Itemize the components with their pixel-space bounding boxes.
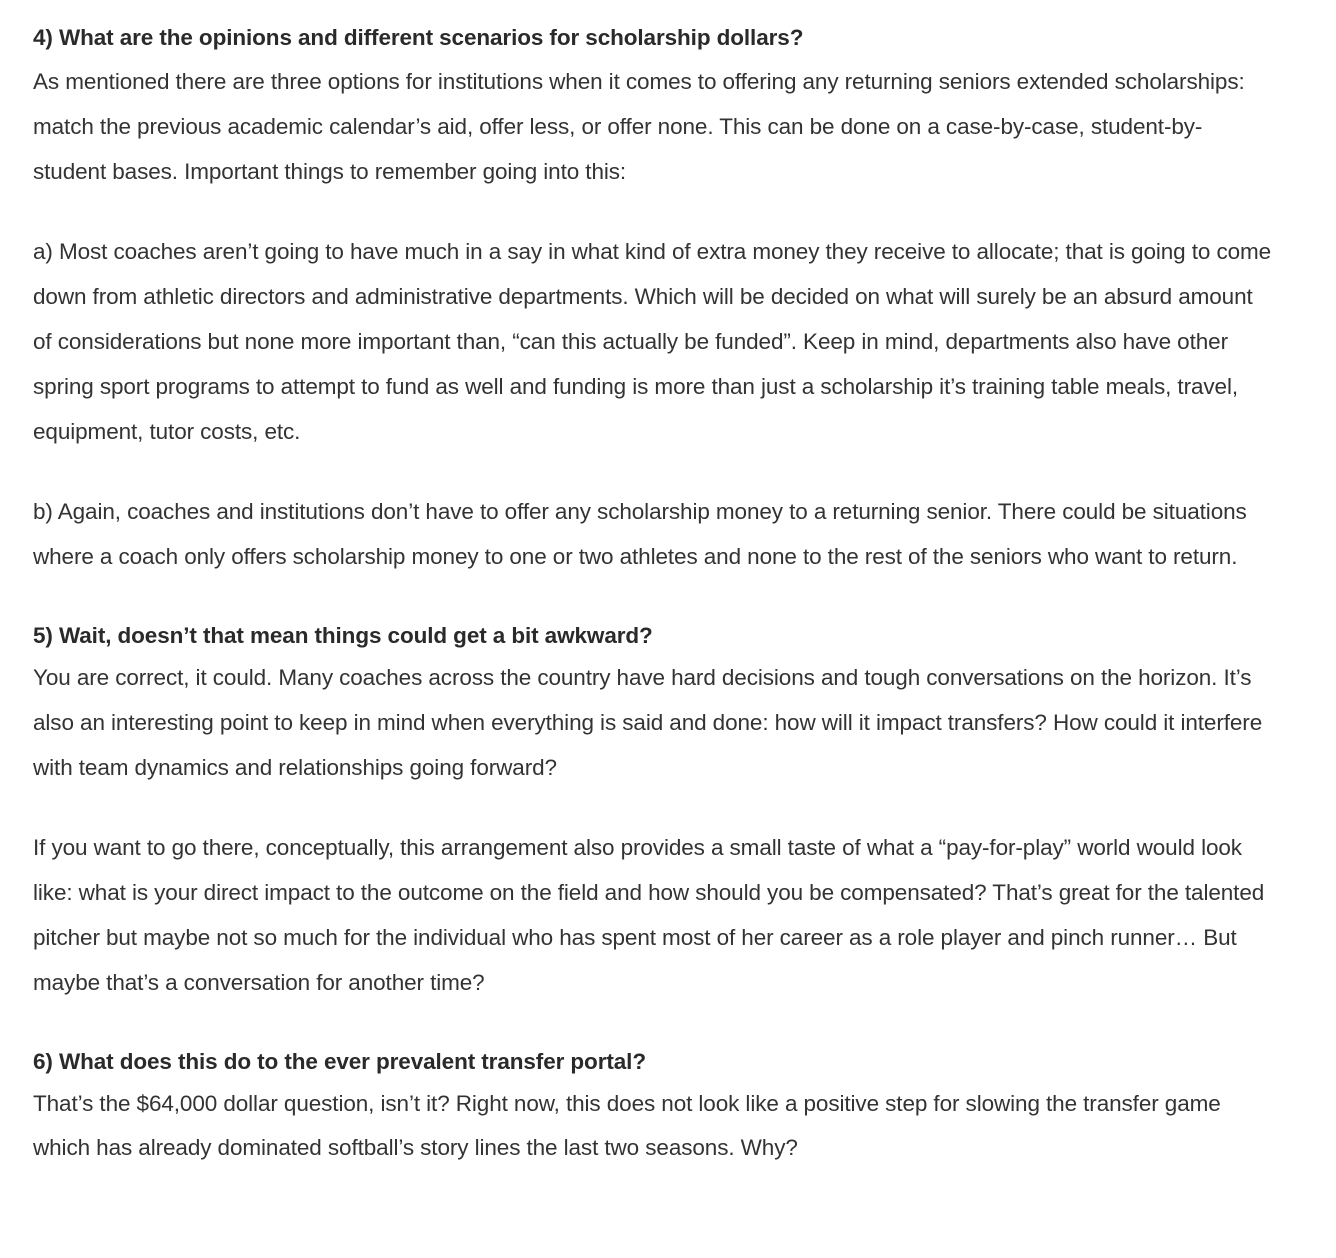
paragraph: You are correct, it could. Many coaches across the country have hard decisions and tough conversations on the horizon. It’s also an interesting point to keep in mind when everything is said and done: how will it impact transfers? How could it interfere with team dynamics and relationships going forward? xyxy=(33,664,1263,780)
faq-section-6 xyxy=(33,1042,1273,1172)
paragraph: b) Again, coaches and institutions don’t have to offer any scholarship money to a returning senior. There could be situations where a coach only offers scholarship money to one or two athletes and none to the rest of the seniors who want to return. xyxy=(33,499,1247,570)
section-heading: 6) What does this do to the ever prevalent transfer portal? xyxy=(33,1048,646,1074)
faq-section-4 xyxy=(33,18,1273,580)
paragraph: As mentioned there are three options for institutions when it comes to offering any returning seniors extended scholarships: match the previous academic calendar’s aid, offer less, or offer none. This can be done on a case-by-case, student-by-student bases. Important things to remember going into this: xyxy=(33,69,1245,184)
paragraph: a) Most coaches aren’t going to have much in a say in what kind of extra money they receive to allocate; that is going to come down from athletic directors and administrative departments. Which will be decided on what will surely be an absurd amount of considerations but none more important than, “can this actually be funded”. Keep in mind, departments also have other spring sport programs to attempt to fund as well and funding is more than just a scholarship it’s training table meals, travel, equipment, tutor costs, etc. xyxy=(33,239,1272,444)
paragraph: If you want to go there, conceptually, this arrangement also provides a small taste of what a “pay-for-play” world would look like: what is your direct impact to the outcome on the field and how should you be compensated? That’s great for the talented pitcher but maybe not so much for the individual who has spent most of her career as a role player and pinch runner… But maybe that’s a conversation for another time? xyxy=(33,835,1265,995)
section-heading: 5) Wait, doesn’t that mean things could get a bit awkward? xyxy=(33,622,653,648)
paragraph: That’s the $64,000 dollar question, isn’t it? Right now, this does not look like a positive step for slowing the transfer game which has already dominated softball’s story lines the last two seasons. Why? xyxy=(33,1090,1221,1161)
section-heading: 4) What are the opinions and different scenarios for scholarship dollars? xyxy=(33,25,804,50)
faq-section-5 xyxy=(33,616,1273,1006)
article-body xyxy=(33,18,1273,1171)
